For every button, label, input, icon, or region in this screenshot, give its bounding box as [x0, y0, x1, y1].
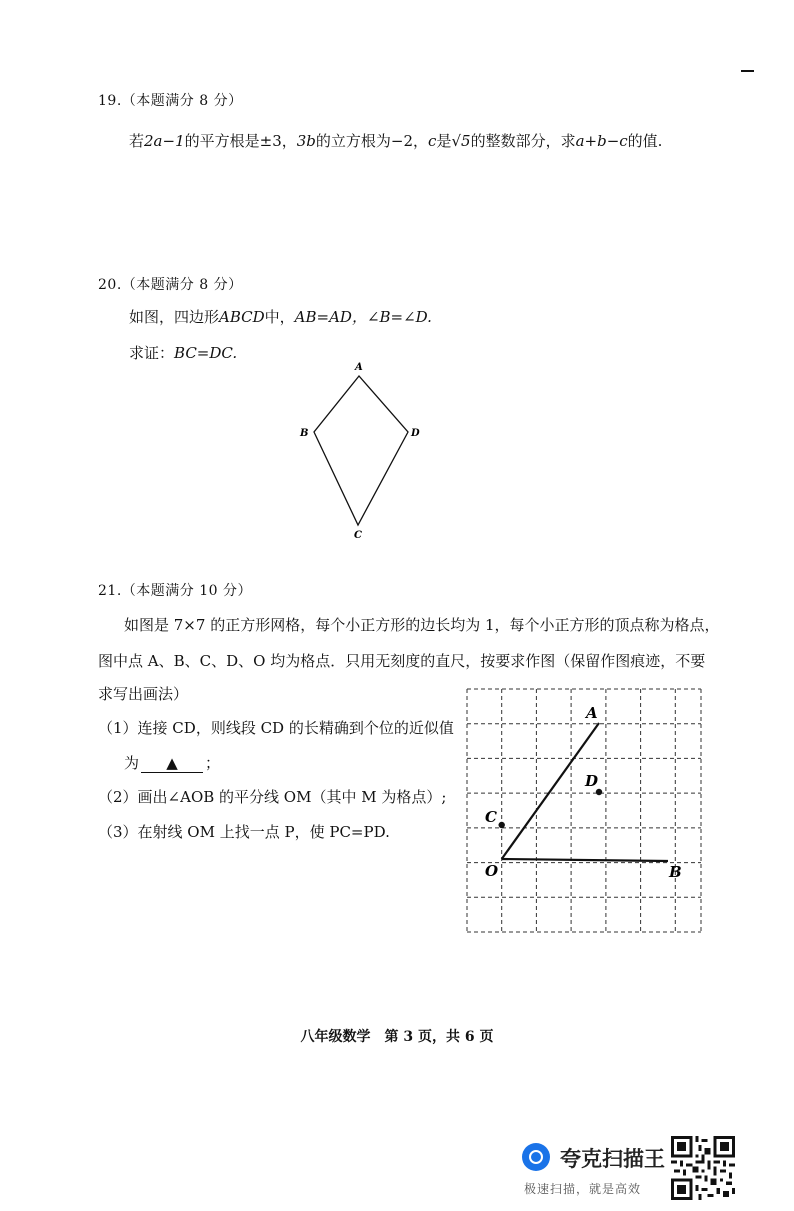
- scanner-tagline: 极速扫描，就是高效: [524, 1182, 642, 1196]
- q20-line1: [129, 306, 432, 327]
- segment-oa: [502, 723, 599, 859]
- corner-mark: [741, 70, 754, 72]
- answer-blank[interactable]: ▲: [141, 754, 203, 773]
- q19-text-p5: 的整数部分，求: [470, 132, 576, 150]
- q20-line2: [129, 342, 237, 363]
- q19-text: [129, 130, 662, 151]
- q19-header: 19.（本题满分 8 分）: [98, 93, 243, 109]
- q19-expr-5: a+b−c: [575, 132, 628, 150]
- q20-line1-c: 中，: [264, 308, 295, 326]
- q20-line1-b: ABCD: [219, 308, 265, 326]
- q20-line2-a: 求证：: [129, 344, 175, 362]
- grid-label-d: D: [585, 772, 599, 790]
- q19-expr-3: c: [428, 132, 437, 150]
- label-c: C: [354, 530, 362, 541]
- q21-intro-2: 图中点 A、B、C、D、O 均为格点．只用无刻度的直尺，按要求作图（保留作图痕迹，不要: [98, 652, 706, 670]
- q19-expr-2: 3b: [296, 132, 316, 150]
- page-footer: 八年级数学 第 3 页，共 6 页: [300, 1029, 494, 1045]
- q19-expr-4: √5: [451, 132, 471, 150]
- scanner-logo-icon: [522, 1143, 550, 1171]
- q20-line1-d: AB=AD，∠B=∠D.: [294, 308, 432, 326]
- label-d: D: [411, 428, 420, 439]
- grid-label-c: C: [485, 808, 497, 826]
- q21-step-1-answer: [124, 752, 220, 773]
- q21-step-2: （2）画出∠AOB 的平分线 OM（其中 M 为格点）;: [98, 788, 447, 806]
- q21-header: 21.（本题满分 10 分）: [98, 583, 252, 599]
- quadrilateral-abcd: [314, 376, 408, 525]
- q19-expr-1: 2a−1: [144, 132, 185, 150]
- grid-label-o: O: [485, 862, 499, 880]
- grid-label-a: A: [586, 704, 598, 722]
- scanner-brand-name: 夸克扫描王: [560, 1147, 665, 1171]
- q19-text-p4: 是: [436, 132, 452, 150]
- point-c: [499, 822, 505, 828]
- q20-quadrilateral-figure: [290, 355, 430, 545]
- label-b: B: [300, 428, 309, 439]
- qr-code-icon: [671, 1136, 735, 1200]
- q21-step-1: （1）连接 CD，则线段 CD 的长精确到个位的近似值: [98, 719, 454, 737]
- q20-line2-b: BC=DC.: [174, 344, 238, 362]
- segment-ob: [502, 859, 668, 861]
- q21-step-1-answer-suffix: ；: [205, 754, 221, 772]
- label-a: A: [355, 362, 363, 373]
- q21-intro-3: 求写出画法）: [98, 685, 189, 703]
- q19-text-p3: 的立方根为−2，: [315, 132, 429, 150]
- grid-lines: [467, 689, 701, 932]
- q20-header: 20.（本题满分 8 分）: [98, 277, 243, 293]
- grid-label-b: B: [669, 863, 682, 881]
- q19-text-p2: 的平方根是±3，: [184, 132, 297, 150]
- q20-line1-a: 如图，四边形: [129, 308, 220, 326]
- q19-text-p1: 若: [129, 132, 145, 150]
- q21-step-3: （3）在射线 OM 上找一点 P，使 PC=PD.: [98, 823, 390, 841]
- q21-step-1-answer-prefix: 为: [124, 754, 140, 772]
- q19-text-p6: 的值.: [627, 132, 663, 150]
- q21-grid-figure: [458, 680, 708, 940]
- q21-intro-1: 如图是 7×7 的正方形网格，每个小正方形的边长均为 1，每个小正方形的顶点称为格点，: [124, 616, 720, 634]
